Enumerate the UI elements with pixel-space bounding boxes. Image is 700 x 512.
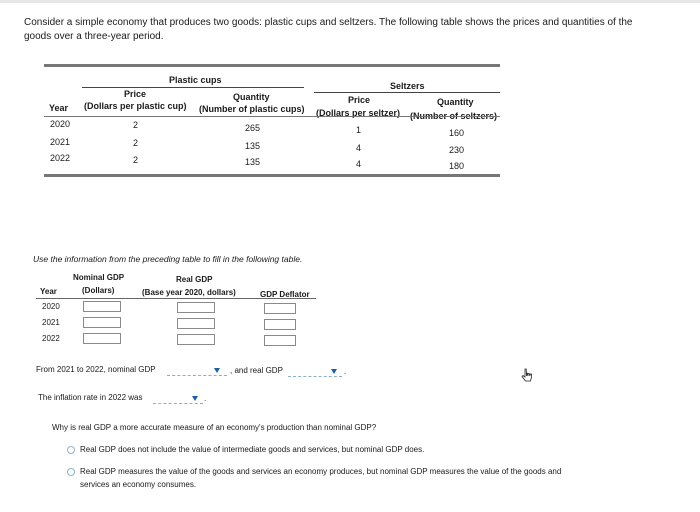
col-real-unit: (Base year 2020, dollars): [142, 288, 236, 297]
option-2-radio[interactable]: [67, 468, 75, 476]
group-rule-seltzers: [314, 92, 500, 93]
group-header-plastic-cups: Plastic cups: [169, 75, 222, 85]
top-bar: [0, 0, 700, 3]
col-price-cups-header: Price: [124, 89, 147, 99]
col-deflator-header: GDP Deflator: [260, 290, 310, 299]
real-gdp-2022-input[interactable]: [177, 334, 215, 345]
real-gdp-sentence-mid: , and real GDP: [230, 366, 283, 375]
col-year-header: Year: [40, 287, 57, 296]
col-price-cups-unit: (Dollars per plastic cup): [84, 101, 187, 111]
header-bottom-rule: [44, 116, 500, 117]
cup-price: 2: [133, 155, 139, 165]
dropdown-underline: [167, 375, 227, 376]
col-price-seltzers-unit: (Dollars per seltzer): [316, 108, 401, 118]
inflation-sentence: The inflation rate in 2022 was: [38, 393, 143, 402]
deflator-2021-input[interactable]: [264, 319, 296, 330]
seltzer-price: 1: [356, 125, 362, 135]
group-header-seltzers: Seltzers: [390, 81, 425, 91]
mouse-pointer-icon: [520, 368, 534, 384]
fill-year-2020: 2020: [42, 302, 60, 311]
cup-price: 2: [133, 138, 139, 148]
fill-year-2022: 2022: [42, 334, 60, 343]
cup-price: 2: [133, 120, 139, 130]
row-year: 2020: [50, 119, 71, 129]
dropdown-underline: [288, 376, 342, 377]
seltzer-price: 4: [356, 143, 362, 153]
col-qty-cups-unit: (Number of plastic cups): [199, 104, 305, 114]
group-rule-cups: [82, 87, 304, 88]
question-text: Consider a simple economy that produces two goods: plastic cups and seltzers. The following table shows the prices and quantities of the goods over a three-year period.: [24, 17, 633, 42]
option-1-radio[interactable]: [67, 446, 75, 454]
dropdown-arrow-icon: [192, 396, 198, 401]
inflation-period: .: [204, 394, 207, 403]
col-nominal-header: Nominal GDP: [73, 273, 125, 282]
option-2-label: Real GDP measures the value of the goods and services an economy produces, but nominal GDP measures the value of the goods and services an economy consumes.: [80, 467, 562, 489]
dropdown-arrow-icon: [214, 368, 220, 373]
table-bottom-rule: [44, 174, 500, 177]
deflator-2022-input[interactable]: [264, 335, 296, 346]
sentence-period: .: [344, 367, 347, 376]
seltzer-quantity: 180: [449, 161, 465, 171]
nominal-gdp-sentence-start: From 2021 to 2022, nominal GDP: [36, 365, 156, 374]
col-qty-seltzers-header: Quantity: [437, 97, 474, 107]
fill-header-rule: [36, 298, 316, 299]
col-year-header: Year: [49, 103, 69, 113]
cup-quantity: 265: [245, 123, 261, 133]
dropdown-underline: [153, 403, 203, 404]
seltzer-quantity: 230: [449, 145, 465, 155]
deflator-2020-input[interactable]: [264, 303, 296, 314]
real-gdp-2020-input[interactable]: [177, 302, 215, 313]
seltzer-price: 4: [356, 159, 362, 169]
col-qty-cups-header: Quantity: [233, 92, 270, 102]
why-question-text: Why is real GDP a more accurate measure of an economy's production than nominal GDP?: [52, 423, 377, 432]
row-year: 2022: [50, 153, 71, 163]
nominal-gdp-2022-input[interactable]: [83, 333, 121, 344]
fill-year-2021: 2021: [42, 318, 60, 327]
col-nominal-unit: (Dollars): [82, 286, 115, 295]
nominal-gdp-2021-input[interactable]: [83, 317, 121, 328]
dropdown-arrow-icon: [331, 369, 337, 374]
cup-quantity: 135: [245, 141, 261, 151]
row-year: 2021: [50, 137, 71, 147]
seltzer-quantity: 160: [449, 128, 465, 138]
table-top-rule: [44, 64, 500, 67]
nominal-gdp-2020-input[interactable]: [83, 301, 121, 312]
instruction-text: Use the information from the preceding table to fill in the following table.: [33, 254, 303, 264]
cup-quantity: 135: [245, 157, 261, 167]
col-price-seltzers-header: Price: [348, 95, 371, 105]
real-gdp-2021-input[interactable]: [177, 318, 215, 329]
col-qty-seltzers-unit: (Number of seltzers): [410, 111, 498, 121]
col-real-header: Real GDP: [176, 275, 213, 284]
option-1-label: Real GDP does not include the value of intermediate goods and services, but nominal GDP does.: [80, 445, 425, 454]
